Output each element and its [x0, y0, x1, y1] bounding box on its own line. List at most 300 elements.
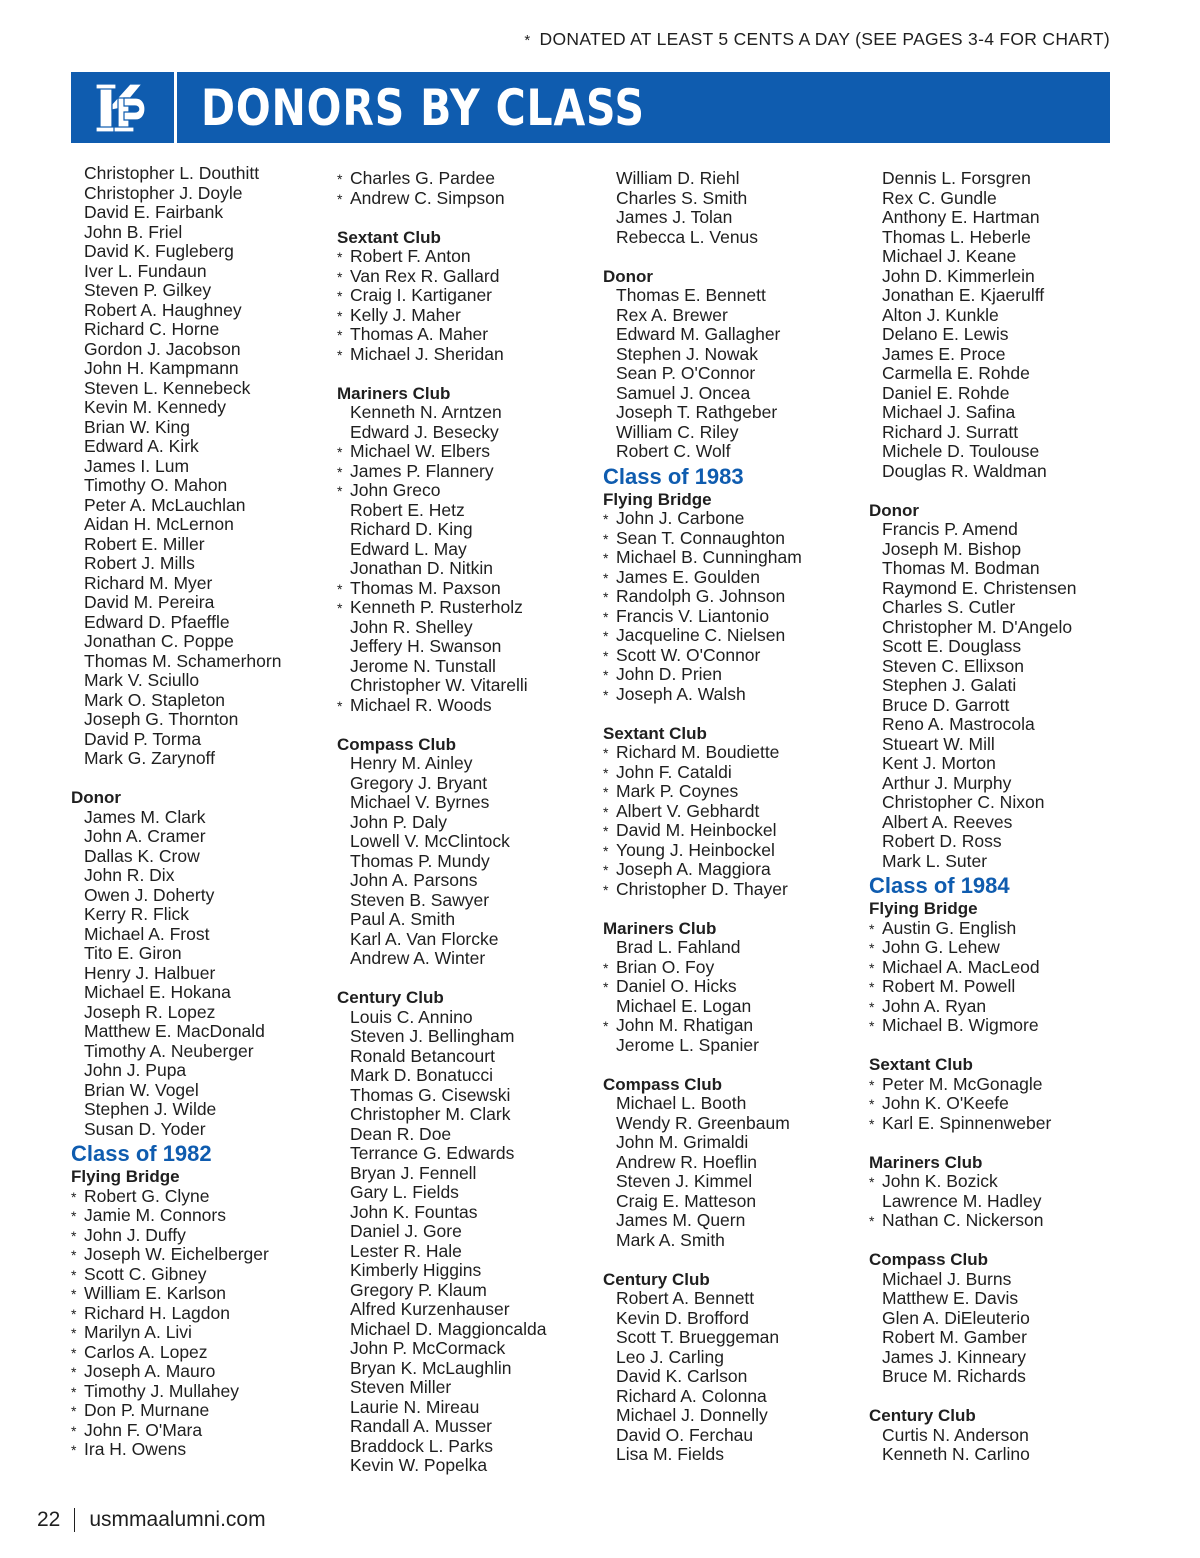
donor-name [71, 905, 321, 925]
donor-name-text: John Greco [350, 480, 441, 500]
star-icon: * [71, 1383, 77, 1400]
donor-name-text: Richard A. Colonna [616, 1385, 767, 1406]
donor-name-text: Brian W. King [84, 416, 191, 437]
donor-name-text: Craig E. Matteson [616, 1190, 757, 1211]
donor-name [603, 189, 853, 209]
star-icon: * [71, 1422, 77, 1439]
star-icon: * [337, 249, 343, 265]
donor-name-text: Kimberly Higgins [350, 1260, 482, 1280]
donor-name [337, 481, 587, 501]
donation-note [524, 29, 1110, 50]
donor-name-text: Lisa M. Fields [616, 1444, 724, 1464]
club-heading: Compass Club [869, 1250, 989, 1269]
donor-name-text: Timothy A. Neuberger [84, 1040, 254, 1061]
donor-name-text: John A. Cramer [84, 826, 206, 846]
donor-name [869, 774, 1119, 794]
donor-name-text: Thomas M. Paxson [350, 577, 501, 598]
donor-name [71, 1081, 321, 1101]
donor-name-text: Edward D. Pfaeffle [84, 611, 230, 632]
donor-name [603, 509, 853, 529]
donor-name [337, 559, 587, 579]
donor-name [71, 496, 321, 516]
donor-name [603, 1426, 853, 1446]
donor-name [869, 267, 1119, 287]
donor-name [869, 1114, 1119, 1134]
donor-name [337, 1203, 587, 1223]
donor-name [869, 919, 1119, 939]
donor-name [603, 345, 853, 365]
donor-name [603, 1114, 853, 1134]
star-icon: * [603, 979, 609, 995]
donor-name-text: Dennis L. Forsgren [882, 168, 1031, 188]
page-title: DONORS BY CLASS [201, 78, 645, 137]
star-icon: * [337, 580, 343, 597]
donor-name-text: Thomas E. Bennett [616, 285, 766, 305]
donor-name [71, 262, 321, 282]
donor-group [869, 1231, 1119, 1387]
donor-name [869, 559, 1119, 579]
star-icon: * [603, 823, 609, 839]
donor-name [603, 802, 853, 822]
donor-group [603, 1250, 853, 1465]
donor-group [869, 481, 1119, 871]
page-number: 22 [37, 1508, 61, 1531]
donor-name-text: Van Rex R. Gallard [350, 265, 500, 286]
donor-name [337, 1456, 587, 1476]
donor-name-text: John M. Grimaldi [616, 1132, 749, 1152]
donor-name-text: Thomas A. Maher [350, 324, 489, 344]
donor-name [71, 1245, 321, 1265]
donor-name-text: Joseph A. Mauro [84, 1361, 216, 1381]
donor-name-text: James M. Quern [616, 1210, 746, 1230]
donor-name-text: John K. O'Keefe [882, 1093, 1009, 1113]
star-icon: * [71, 1344, 77, 1361]
donor-name [869, 384, 1119, 404]
donor-name-text: Peter M. McGonagle [882, 1073, 1043, 1094]
donor-name [869, 462, 1119, 482]
donor-name-text: John P. McCormack [350, 1338, 506, 1358]
donor-name-text: Scott E. Douglass [882, 636, 1022, 656]
star-icon: * [869, 998, 875, 1015]
donor-name [337, 1144, 587, 1164]
donor-name [603, 958, 853, 978]
donor-name [603, 403, 853, 423]
group-spacer [337, 969, 587, 989]
donor-name [71, 1421, 321, 1441]
donor-name [603, 1036, 853, 1056]
footer-divider [74, 1508, 75, 1532]
donor-name-text: Robert A. Haughney [84, 299, 242, 320]
group-spacer [337, 208, 587, 228]
club-heading: Mariners Club [337, 383, 451, 403]
donor-name [71, 944, 321, 964]
donor-name-text: Karl E. Spinnenweber [882, 1112, 1052, 1133]
donor-name-text: Robert C. Wolf [616, 441, 731, 461]
donor-name-text: John A. Ryan [882, 995, 987, 1016]
donor-name [603, 1211, 853, 1231]
donor-name [71, 476, 321, 496]
donor-name-text: Gordon J. Jacobson [84, 338, 241, 359]
donor-name-text: Curtis N. Anderson [882, 1424, 1029, 1445]
donor-name [869, 1172, 1119, 1192]
donor-name-text: David P. Torma [84, 728, 202, 749]
star-icon: * [869, 1018, 875, 1034]
donor-name-text: Brian O. Foy [616, 956, 715, 977]
donor-name [71, 203, 321, 223]
note-text: DONATED AT LEAST 5 CENTS A DAY (SEE PAGES 3-4 FOR CHART) [539, 29, 1110, 49]
star-icon: * [337, 483, 343, 499]
donor-name [71, 1206, 321, 1226]
donor-name-text: Edward J. Besecky [350, 421, 499, 442]
donor-name [337, 832, 587, 852]
donor-name-text: Bruce D. Garrott [882, 694, 1010, 715]
donor-name [71, 1100, 321, 1120]
donor-name [603, 169, 853, 189]
donor-name [603, 442, 853, 462]
donor-name [71, 886, 321, 906]
donor-name [869, 735, 1119, 755]
donor-name [71, 223, 321, 243]
donor-name [603, 1445, 853, 1465]
star-icon: * [869, 959, 875, 976]
donor-name-text: William C. Riley [616, 421, 739, 442]
donor-name-text: John M. Rhatigan [616, 1015, 754, 1035]
donor-name-text: Karl A. Van Florcke [350, 928, 499, 949]
donor-name [337, 189, 587, 209]
donor-name-text: Alton J. Kunkle [882, 304, 999, 325]
donor-name-text: Christopher W. Vitarelli [350, 675, 528, 695]
star-icon: * [869, 940, 875, 956]
donor-name [869, 938, 1119, 958]
donor-name-text: Jerome L. Spanier [616, 1034, 759, 1055]
donor-name-text: Robert F. Anton [350, 246, 471, 266]
donor-name [337, 579, 587, 599]
donor-name [71, 1061, 321, 1081]
donor-name-text: Jacqueline C. Nielsen [616, 625, 786, 645]
star-icon: * [71, 1442, 77, 1458]
donor-name-text: Nathan C. Nickerson [882, 1210, 1044, 1230]
donor-name [337, 1047, 587, 1067]
donor-name-text: Richard M. Boudiette [616, 742, 780, 762]
star-icon: * [603, 608, 609, 625]
column-4 [869, 169, 1119, 1465]
donor-name-text: Joseph W. Eichelberger [84, 1244, 269, 1264]
donor-name-text: Richard C. Horne [84, 319, 220, 339]
club-heading: Century Club [869, 1406, 976, 1425]
donor-name-text: Richard D. King [350, 519, 473, 539]
donor-name-text: Carlos A. Lopez [84, 1341, 208, 1362]
donor-name [869, 997, 1119, 1017]
donor-name [337, 1183, 587, 1203]
donor-name-text: Richard M. Myer [84, 572, 213, 593]
donor-name-text: James E. Goulden [616, 566, 760, 587]
donor-name [869, 715, 1119, 735]
donor-name-text: James M. Clark [84, 806, 206, 827]
donor-name [337, 891, 587, 911]
club-heading: Donor [869, 500, 920, 520]
donor-name [603, 423, 853, 443]
donor-name-text: Michael A. MacLeod [882, 956, 1040, 977]
donor-name-text: Scott C. Gibney [84, 1263, 207, 1284]
donor-name-text: Jerome N. Tunstall [350, 655, 496, 676]
donor-name-text: Kenneth N. Arntzen [350, 402, 502, 422]
donor-name-text: Michael D. Maggioncalda [350, 1318, 547, 1339]
donor-name-text: David M. Pereira [84, 592, 215, 612]
group-spacer [603, 899, 853, 919]
donor-name [71, 1284, 321, 1304]
donor-name-text: Richard H. Lagdon [84, 1302, 230, 1323]
star-icon: * [869, 920, 875, 937]
donor-name [869, 169, 1119, 189]
donor-name-text: Joseph A. Maggiora [616, 859, 771, 879]
star-icon: * [524, 32, 531, 49]
donor-name [337, 1027, 587, 1047]
column-2 [337, 169, 587, 1476]
club-heading: Flying Bridge [603, 489, 712, 509]
donor-name [71, 925, 321, 945]
donor-name-text: Reno A. Mastrocola [882, 714, 1035, 734]
donor-group [603, 899, 853, 1055]
donor-name [869, 793, 1119, 813]
donor-name-text: Robert A. Bennett [616, 1288, 755, 1308]
donor-name-text: Albert V. Gebhardt [616, 800, 760, 821]
donor-name-text: Paul A. Smith [350, 909, 456, 929]
donor-name [337, 1300, 587, 1320]
donor-name-text: John A. Parsons [350, 870, 478, 890]
donor-name [337, 598, 587, 618]
column-1 [71, 164, 321, 1460]
donor-name [71, 574, 321, 594]
star-icon: * [603, 569, 609, 586]
donor-name [869, 1367, 1119, 1387]
donor-name-text: Albert A. Reeves [882, 811, 1013, 832]
donor-name-text: Steven C. Ellixson [882, 655, 1025, 676]
donor-name-text: Michael J. Safina [882, 402, 1016, 422]
star-icon: * [603, 745, 609, 761]
star-icon: * [337, 307, 343, 324]
star-icon: * [603, 784, 609, 800]
donor-name [337, 793, 587, 813]
kp-logo-icon [94, 80, 152, 136]
donor-name-text: Andrew R. Hoeflin [616, 1151, 758, 1172]
class-year-heading: Class of 1983 [603, 463, 744, 489]
donor-name-text: John J. Carbone [616, 508, 745, 528]
donor-name [603, 782, 853, 802]
donor-name [869, 579, 1119, 599]
donor-name [71, 301, 321, 321]
donor-name [71, 1120, 321, 1140]
donor-name-text: Mark D. Bonatucci [350, 1065, 493, 1085]
donor-name [71, 730, 321, 750]
donor-name-text: James I. Lum [84, 455, 190, 476]
page-footer [37, 1508, 266, 1532]
club-heading: Compass Club [603, 1074, 723, 1094]
donor-name-text: Dallas K. Crow [84, 845, 200, 866]
donor-name-text: William D. Riehl [616, 168, 740, 188]
donor-name-text: Robert G. Clyne [84, 1185, 210, 1206]
donor-name-text: Andrew C. Simpson [350, 187, 505, 208]
club-heading: Flying Bridge [71, 1167, 180, 1186]
donor-name [603, 1406, 853, 1426]
donor-name [603, 1231, 853, 1251]
donor-name [337, 403, 587, 423]
donor-name-text: Michael J. Donnelly [616, 1405, 768, 1425]
donor-name [337, 1164, 587, 1184]
donor-name-text: Terrance G. Edwards [350, 1143, 515, 1163]
star-icon: * [337, 346, 343, 363]
group-spacer [603, 704, 853, 724]
donor-name-text: Michael A. Frost [84, 923, 210, 944]
star-icon: * [603, 881, 609, 898]
donor-name-text: Stephen J. Wilde [84, 1099, 217, 1119]
star-icon: * [71, 1286, 77, 1302]
donor-name-text: Christopher D. Thayer [616, 878, 788, 899]
donor-name-text: Robert M. Gamber [882, 1327, 1027, 1347]
star-icon: * [869, 1096, 875, 1112]
donor-name-text: John K. Fountas [350, 1201, 478, 1222]
donor-name-text: Steven J. Kimmel [616, 1171, 753, 1191]
donor-name-text: Michael B. Cunningham [616, 547, 802, 567]
donor-name-text: Mark O. Stapleton [84, 689, 226, 710]
donor-name-text: John R. Shelley [350, 616, 473, 637]
donor-name-text: Kenneth N. Carlino [882, 1444, 1030, 1464]
donor-name-text: Brad L. Fahland [616, 937, 741, 957]
kp-logo [71, 72, 177, 143]
donor-name [603, 548, 853, 568]
donor-name [71, 749, 321, 769]
donor-name [71, 535, 321, 555]
star-icon: * [603, 803, 609, 820]
donor-name-text: Dean R. Doe [350, 1123, 452, 1144]
donor-name [71, 652, 321, 672]
club-heading: Flying Bridge [869, 899, 978, 918]
donor-name [869, 1075, 1119, 1095]
star-icon: * [337, 697, 343, 714]
donor-name [869, 364, 1119, 384]
donor-name-text: Anthony E. Hartman [882, 207, 1040, 227]
donor-name [869, 1016, 1119, 1036]
club-heading: Donor [603, 266, 654, 286]
donor-name [71, 1401, 321, 1421]
donor-name-text: Thomas P. Mundy [350, 850, 490, 871]
donor-group [71, 769, 321, 1140]
star-icon: * [71, 1305, 77, 1322]
star-icon: * [869, 1076, 875, 1093]
donor-name [337, 1105, 587, 1125]
group-spacer [869, 1231, 1119, 1251]
donor-name-text: Richard J. Surratt [882, 421, 1019, 442]
donor-name-text: Kerry R. Flick [84, 904, 189, 924]
star-icon: * [71, 1325, 77, 1341]
donor-name-text: Owen J. Doherty [84, 884, 215, 905]
donor-name [71, 398, 321, 418]
donor-name-text: Christopher M. Clark [350, 1104, 511, 1124]
donor-name-text: John F. O'Mara [84, 1419, 203, 1440]
site-url: usmmaalumni.com [89, 1508, 266, 1531]
donor-name [337, 813, 587, 833]
donor-name-text: Stueart W. Mill [882, 733, 995, 754]
donor-name [869, 228, 1119, 248]
star-icon: * [869, 979, 875, 995]
group-spacer [337, 364, 587, 384]
donor-name [869, 676, 1119, 696]
donor-name-text: Tito E. Giron [84, 943, 182, 963]
donor-name-text: Arthur J. Murphy [882, 772, 1012, 793]
donor-name-text: Joseph A. Walsh [616, 683, 746, 704]
donor-name-text: Charles S. Smith [616, 187, 748, 208]
star-icon: * [337, 327, 343, 343]
donor-name [603, 325, 853, 345]
donor-name-text: Michael J. Sheridan [350, 343, 504, 364]
donor-name [337, 637, 587, 657]
donor-name-text: Jonathan E. Kjaerulff [882, 285, 1045, 305]
donor-name-text: Bryan K. McLaughlin [350, 1357, 512, 1378]
star-icon: * [71, 1188, 77, 1205]
star-icon: * [869, 1213, 875, 1229]
donor-name-text: Ronald Betancourt [350, 1045, 495, 1066]
donor-name-text: David K. Fugleberg [84, 241, 234, 261]
donor-name [603, 286, 853, 306]
donor-name-text: Daniel J. Gore [350, 1221, 462, 1241]
star-icon: * [603, 1018, 609, 1034]
donor-name-text: Kelly J. Maher [350, 304, 461, 325]
donor-name-text: Sean T. Connaughton [616, 527, 785, 548]
donor-name [337, 754, 587, 774]
donor-name [337, 930, 587, 950]
star-icon: * [603, 959, 609, 976]
star-icon: * [71, 1364, 77, 1380]
donor-name-text: Michael E. Logan [616, 995, 752, 1016]
donor-name-text: David E. Fairbank [84, 202, 224, 222]
donor-group [337, 969, 587, 1476]
donor-name [71, 1022, 321, 1042]
donor-name-text: William E. Karlson [84, 1283, 226, 1303]
donor-name [603, 860, 853, 880]
donor-name [603, 384, 853, 404]
donor-name [337, 1339, 587, 1359]
donor-group [337, 208, 587, 364]
donor-name-text: Iver L. Fundaun [84, 260, 207, 281]
donor-name [71, 554, 321, 574]
donor-name [337, 949, 587, 969]
star-icon: * [603, 764, 609, 781]
donor-name-text: Michael V. Byrnes [350, 792, 490, 812]
donor-name-text: Timothy J. Mullahey [84, 1380, 239, 1401]
donor-group [337, 169, 587, 208]
donor-name [603, 607, 853, 627]
donor-name-text: Douglas R. Waldman [882, 460, 1047, 481]
donor-name-text: Delano E. Lewis [882, 324, 1009, 344]
star-icon: * [337, 171, 343, 187]
group-spacer [869, 1387, 1119, 1407]
donor-name-text: Mark A. Smith [616, 1229, 725, 1250]
donor-name-text: Gregory J. Bryant [350, 772, 488, 793]
donor-name [71, 457, 321, 477]
donor-name [337, 910, 587, 930]
group-spacer [71, 769, 321, 789]
donor-name [603, 1309, 853, 1329]
donor-name-text: Michael W. Elbers [350, 441, 491, 461]
donor-name-text: Gregory P. Klaum [350, 1279, 487, 1300]
club-heading: Compass Club [337, 734, 457, 754]
star-icon: * [337, 444, 343, 460]
donor-name [603, 1153, 853, 1173]
donor-name-text: Andrew A. Winter [350, 948, 486, 968]
star-icon: * [71, 1227, 77, 1244]
donor-name-text: David K. Carlson [616, 1366, 748, 1386]
donor-name-text: Mark L. Suter [882, 850, 988, 871]
donor-name [603, 997, 853, 1017]
